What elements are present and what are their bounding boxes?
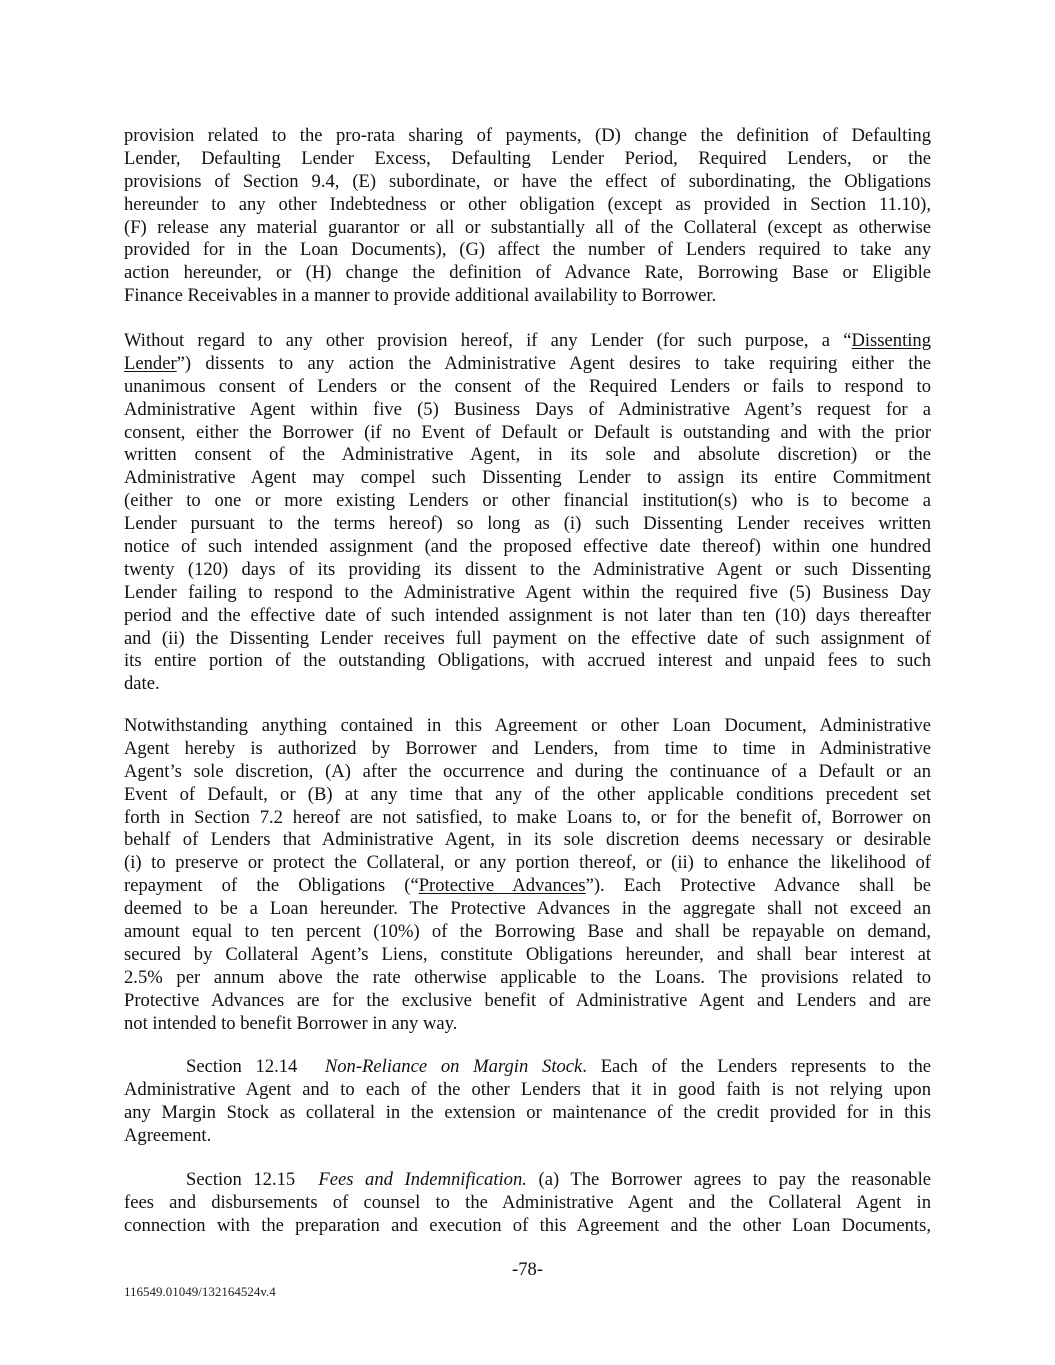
text-line: deemed to be a Loan hereunder. The Protective Advances in the aggregate shall not exceed an: [124, 898, 931, 920]
text-run: ”). Each Protective Advance shall be: [585, 875, 931, 897]
text-line: [124, 1056, 931, 1079]
text-line: provisions of Section 9.4, (E) subordinate, or have the effect of subordinating, the Obligations: [124, 170, 931, 192]
paragraph-dissenting-lender: [124, 330, 931, 696]
text-line: its entire portion of the outstanding Obligations, with accrued interest and unpaid fees to such: [124, 650, 931, 672]
text-line: written consent of the Administrative Agent, in its sole and absolute discretion) or the: [124, 444, 931, 466]
text-line: [124, 353, 931, 376]
text-line: unanimous consent of Lenders or the consent of the Required Lenders or fails to respond to: [124, 375, 931, 397]
text-line: Administrative Agent and to each of the other Lenders that it in good faith is not relying upon: [124, 1078, 931, 1100]
text-line: [124, 330, 931, 353]
text-line: Agent hereby is authorized by Borrower and Lenders, from time to time in Administrative: [124, 737, 931, 759]
text-line: Lender pursuant to the terms hereof) so long as (i) such Dissenting Lender receives written: [124, 513, 931, 535]
text-line: (i) to preserve or protect the Collateral, or any portion thereof, or (ii) to enhance the likelihood of: [124, 852, 931, 874]
text-line: Notwithstanding anything contained in this Agreement or other Loan Document, Administrative: [124, 715, 931, 736]
text-line: Lender, Defaulting Lender Excess, Defaulting Lender Period, Required Lenders, or the: [124, 147, 931, 169]
text-line: Event of Default, or (B) at any time that any of the other applicable conditions precedent set: [124, 783, 931, 805]
section-number: Section 12.14: [186, 1056, 298, 1077]
section-number: Section 12.15: [186, 1169, 296, 1190]
document-id-footer: 116549.01049/132164524v.4: [124, 1284, 276, 1299]
section-12-15: [124, 1169, 931, 1238]
text-line: [124, 1169, 931, 1192]
text-line: [124, 875, 931, 898]
text-line: Administrative Agent may compel such Dissenting Lender to assign its entire Commitment: [124, 467, 931, 489]
section-heading: Non-Reliance on Margin Stock: [324, 1056, 583, 1077]
text-line: Finance Receivables in a manner to provide additional availability to Borrower.: [124, 285, 717, 307]
text-line: Protective Advances are for the exclusive benefit of Administrative Agent and Lenders and are: [124, 989, 931, 1011]
text-line: connection with the preparation and execution of this Agreement and the other Loan Documents,: [124, 1214, 931, 1236]
defined-term-dissenting-lender-cont: Lender: [124, 352, 177, 374]
text-line: date.: [124, 673, 160, 695]
text-run: (a) The Borrower agrees to pay the reasonable: [526, 1169, 932, 1190]
text-line: Lender failing to respond to the Administrative Agent within the required five (5) Business Day: [124, 581, 931, 603]
defined-term-protective-advances: Protective Advances: [418, 875, 586, 897]
paragraph-amendment-tail: [124, 125, 931, 308]
text-line: Administrative Agent within five (5) Business Days of Administrative Agent’s request for a: [124, 398, 931, 420]
defined-term-dissenting-lender: Dissenting: [851, 330, 931, 351]
text-line: any Margin Stock as collateral in the extension or maintenance of the credit provided for in this: [124, 1101, 931, 1123]
text-run: ”) dissents to any action the Administrative Agent desires to take requiring either the: [176, 352, 931, 374]
text-line: amount equal to ten percent (10%) of the Borrowing Base and shall be repayable on demand,: [124, 921, 931, 943]
text-line: Agreement.: [124, 1124, 212, 1146]
text-line: notice of such intended assignment (and the proposed effective date thereof) within one hundred: [124, 536, 931, 558]
text-line: behalf of Lenders that Administrative Agent, in its sole discretion deems necessary or desirable: [124, 829, 931, 851]
text-line: Agent’s sole discretion, (A) after the occurrence and during the continuance of a Default or an: [124, 760, 931, 782]
text-line: forth in Section 7.2 hereof are not satisfied, to make Loans to, or for the benefit of, Borrower on: [124, 806, 931, 828]
text-line: not intended to benefit Borrower in any way.: [124, 1012, 458, 1034]
section-heading: Fees and Indemnification.: [318, 1169, 527, 1190]
text-line: period and the effective date of such intended assignment is not later than ten (10) days thereafter: [124, 604, 931, 626]
text-run: repayment of the Obligations (“: [124, 875, 419, 897]
text-line: twenty (120) days of its providing its dissent to the Administrative Agent or such Dissenting: [124, 558, 931, 580]
text-line: (F) release any material guarantor or all or substantially all of the Collateral (except as otherwise: [124, 216, 931, 238]
text-line: provision related to the pro-rata sharing of payments, (D) change the definition of Defaulting: [124, 125, 931, 146]
paragraph-protective-advances: [124, 715, 931, 1035]
text-run: Without regard to any other provision hereof, if any Lender (for such purpose, a “: [124, 330, 852, 351]
section-12-14: [124, 1056, 931, 1148]
page-number: -78-: [512, 1259, 543, 1280]
text-line: consent, either the Borrower (if no Event of Default or Default is outstanding and with the prior: [124, 421, 931, 443]
text-line: provided for in the Loan Documents), (G) affect the number of Lenders required to take any: [124, 239, 931, 261]
text-line: and (ii) the Dissenting Lender receives full payment on the effective date of such assignment of: [124, 627, 931, 649]
text-line: action hereunder, or (H) change the definition of Advance Rate, Borrowing Base or Eligible: [124, 262, 931, 284]
text-line: 2.5% per annum above the rate otherwise applicable to the Loans. The provisions related to: [124, 966, 931, 988]
text-line: secured by Collateral Agent’s Liens, constitute Obligations hereunder, and shall bear interest at: [124, 943, 931, 965]
text-run: . Each of the Lenders represents to the: [582, 1056, 931, 1077]
text-line: fees and disbursements of counsel to the Administrative Agent and the Collateral Agent in: [124, 1191, 931, 1213]
text-line: (either to one or more existing Lenders or other financial institution(s) who is to become a: [124, 490, 931, 512]
text-line: hereunder to any other Indebtedness or other obligation (except as provided in Section 11.10),: [124, 193, 931, 215]
